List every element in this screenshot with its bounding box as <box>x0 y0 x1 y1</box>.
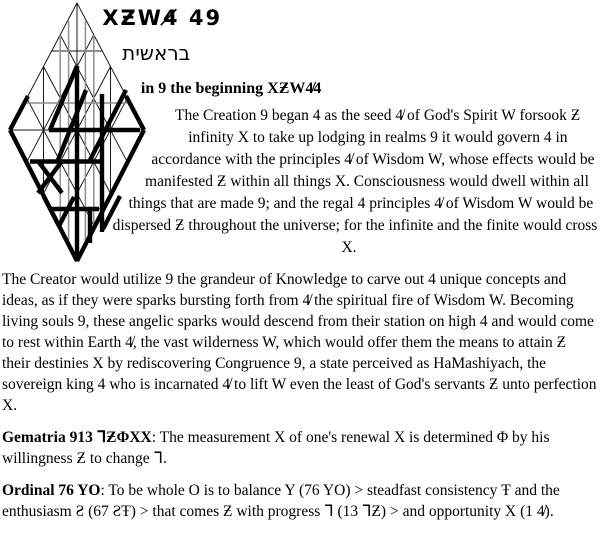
creator-paragraph: The Creator would utilize 9 the grandeur of Knowledge to carve out 4 unique concepts and ideas, as if they were sparks bursting forth from 4̸ the spiritual fire of Wisdom W. Becoming living souls 9, these angelic sparks would descend from their station on high 4 and would come to rest within Earth 4̸, the vast wilderness W, which would offer them the means to attain Ƶ their destinies X by rediscovering Congruence 9, a state perceived as HaMashiyach, the sovereign king 4 who is incarnated 4̸ to lift W even the least of God's servants Ƶ unto perfection X. <box>2 271 597 414</box>
gematria-label: Gematria 913 ᒣƵΦXX <box>2 429 152 446</box>
ordinal-label: Ordinal 76 YO <box>2 482 101 499</box>
hebrew-title: בראשית <box>122 41 191 65</box>
ordinal-paragraph <box>2 480 598 522</box>
section-heading: in 9 the beginning XƵW4̸4 <box>140 80 322 97</box>
paleo-hebrew-title: XƵW4̸ 49 <box>102 6 223 30</box>
gematria-text: : The measurement X of one's renewal X is determined Φ by his willingness Ƶ to change ᒣ. <box>2 429 550 467</box>
ordinal-text: : To be whole O is to balance Y (76 YO) > steadfast consistency Ŧ and the enthusiasm Ƨ (67 ƧŦ) > that comes Ƶ with progress ᒣ (13 ᒣƵ) > and opportunity X (1 4̸). <box>2 482 560 520</box>
gematria-paragraph <box>2 427 598 469</box>
creation-paragraph: The Creation 9 began 4 as the seed 4̸ of God's Spirit W forsook Ƶ infinity X to take up lodging in realms 9 it would govern 4 in accordance with the principles 4̸ of Wisdom W, whose effects would be manifested Ƶ within all things X. Consciousness would dwell within all things that are made 9; and the regal 4 principles 4̸ of Wisdom W would be dispersed Ƶ throughout the universe; for the infinite and the finite would cross X. <box>112 107 598 256</box>
